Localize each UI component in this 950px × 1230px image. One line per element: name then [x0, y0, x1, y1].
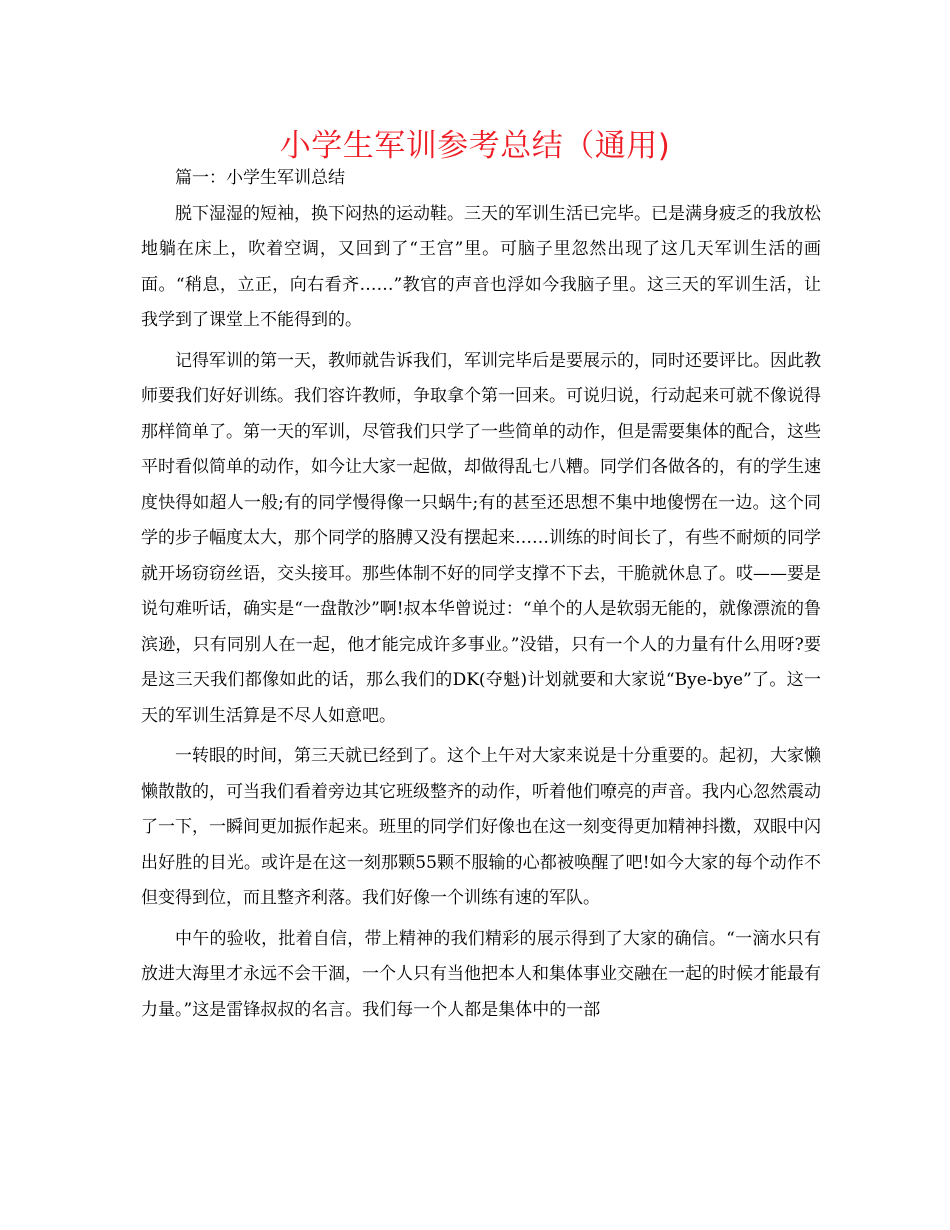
paragraph-4: 中午的验收，批着自信，带上精神的我们精彩的展示得到了大家的确信。“一滴水只有放进大海里才永远不会干涸，一个人只有当他把本人和集体事业交融在一起的时候才能最有力量。”这是雷锋叔叔的名言。我们每一个人都是集体中的一部 — [141, 928, 821, 1020]
paragraph-3: 一转眼的时间，第三天就已经到了。这个上午对大家来说是十分重要的。起初，大家懒懒散散的，可当我们看着旁边其它班级整齐的动作，听着他们嘹亮的声音。我内心忽然震动了一下，一瞬间更加振作起来。班里的同学们好像也在这一刻变得更加精神抖擞，双眼中闪出好胜的目光。或许是在这一刻那颗55颗不服输的心都被唤醒了吧!如今大家的每个动作不但变得到位，而且整齐利落。我们好像一个训练有速的军队。 — [141, 746, 821, 908]
paragraph-1: 脱下湿湿的短袖，换下闷热的运动鞋。三天的军训生活已完毕。已是满身疲乏的我放松地躺在床上，吹着空调，又回到了“王宫”里。可脑子里忽然出现了这几天军训生活的画面。“稍息，立正，向右看齐……”教官的声音也浮如今我脑子里。这三天的军训生活，让我学到了课堂上不能得到的。 — [141, 203, 821, 330]
document-body — [141, 161, 821, 1033]
paragraph-2: 记得军训的第一天，教师就告诉我们，军训完毕后是要展示的，同时还要评比。因此教师要我们好好训练。我们容许教师，争取拿个第一回来。可说归说，行动起来可就不像说得那样简单了。第一天的军训，尽管我们只学了一些简单的动作，但是需要集体的配合，这些平时看似简单的动作，如今让大家一起做，却做得乱七八糟。同学们各做各的，有的学生速度快得如超人一般;有的同学慢得像一只蜗牛;有的甚至还思想不集中地傻愣在一边。这个同学的步子幅度太大，那个同学的胳膊又没有摆起来……训练的时间长了，有些不耐烦的同学就开场窃窃丝语，交头接耳。那些体制不好的同学支撑不下去，干脆就休息了。哎——要是说句难听话，确实是“一盘散沙”啊!叔本华曾说过：“单个的人是软弱无能的，就像漂流的鲁滨逊，只有同别人在一起，他才能完成许多事业。”没错，只有一个人的力量有什么用呀?要是这三天我们都像如此的话，那么我们的DK(夺魁)计划就要和大家说“Bye-bye”了。这一天的军训生活算是不尽人如意吧。 — [141, 350, 821, 726]
document-title: 小学生军训参考总结（通用) — [279, 128, 671, 164]
section-heading: 篇一：小学生军训总结 — [175, 168, 345, 188]
